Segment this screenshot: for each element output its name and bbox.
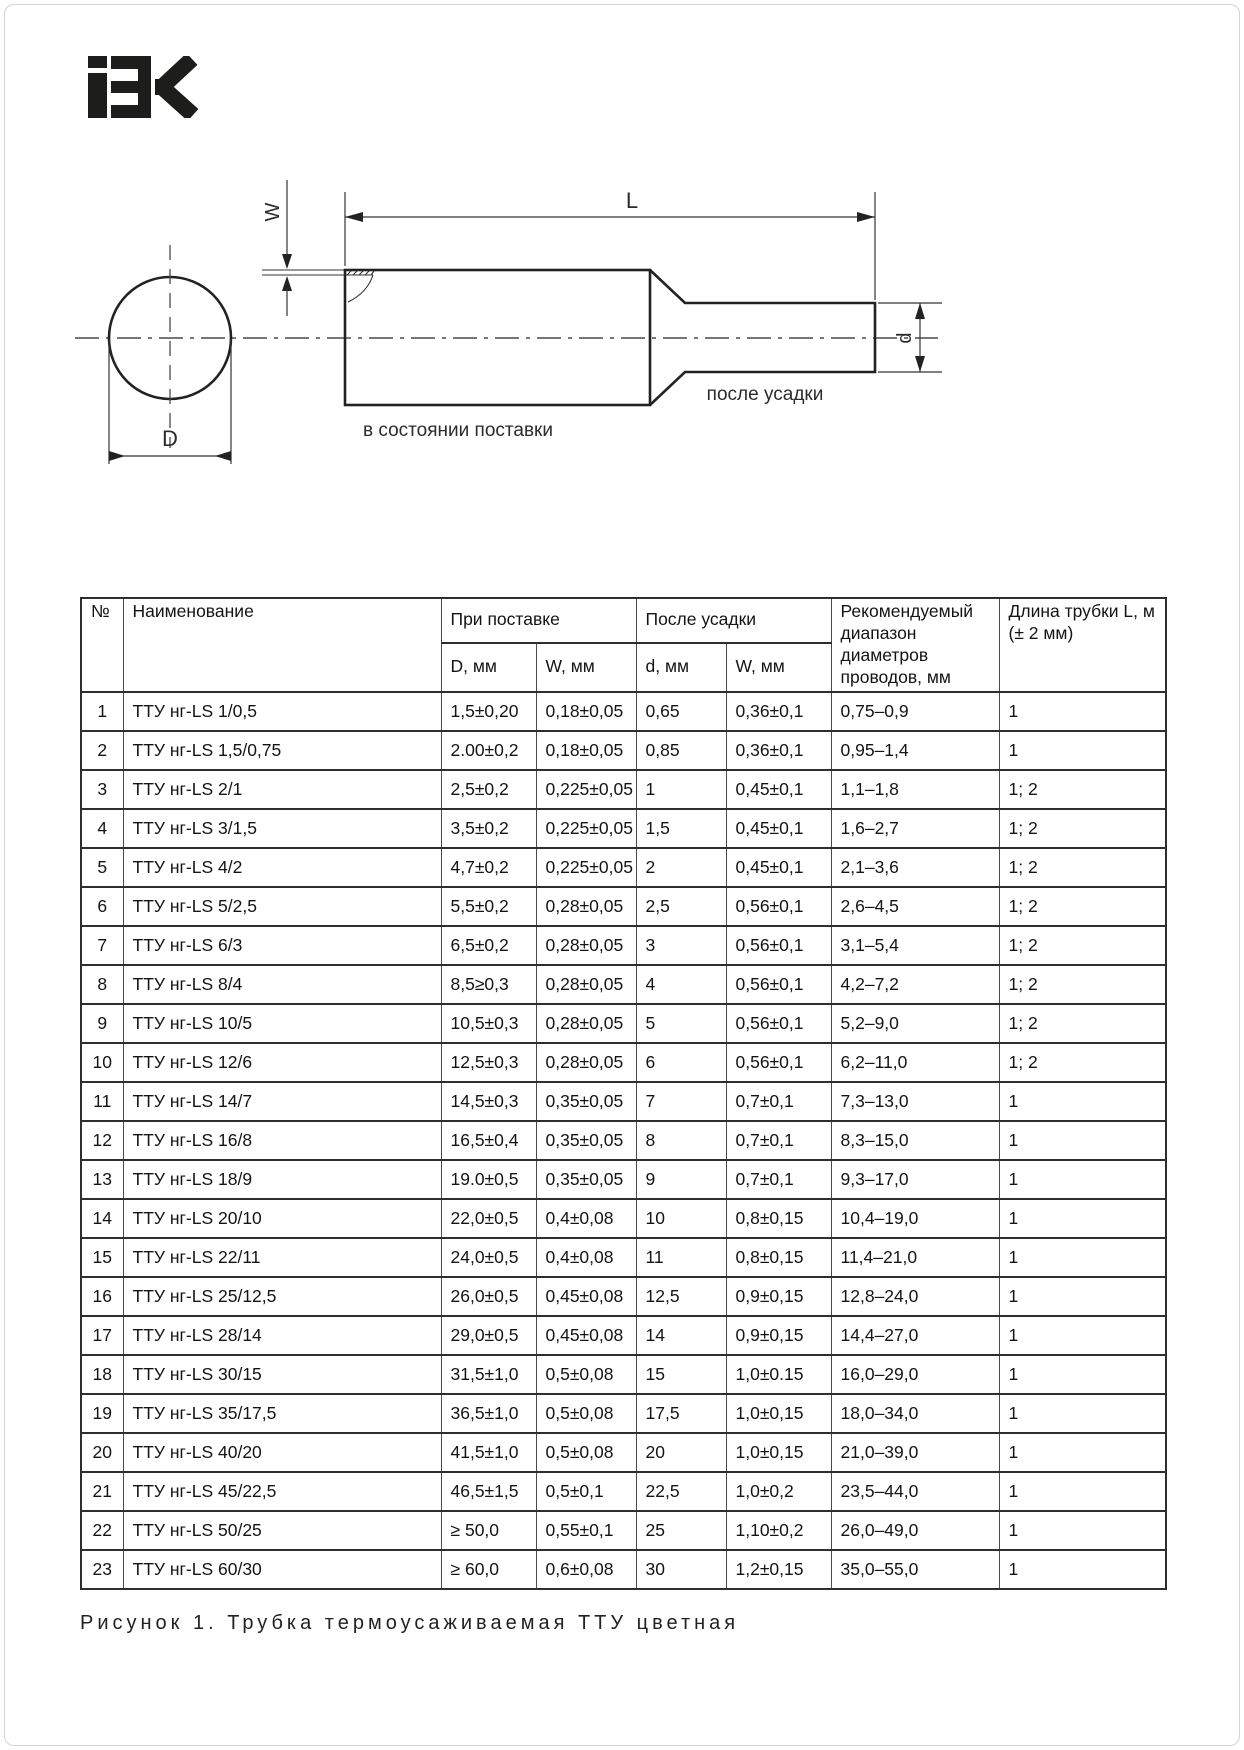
table-cell: 6 <box>636 1043 726 1082</box>
table-cell: 8 <box>636 1121 726 1160</box>
header-d-mm: d, мм <box>636 643 726 692</box>
table-cell: 1 <box>81 692 123 731</box>
header-group-delivery: При поставке <box>441 598 636 643</box>
table-row <box>81 926 1166 965</box>
table-cell: 14,4–27,0 <box>831 1316 999 1355</box>
table-cell: 0,225±0,05 <box>536 848 636 887</box>
table-cell: 1 <box>999 1121 1166 1160</box>
table-cell: 8,3–15,0 <box>831 1121 999 1160</box>
table-cell: 0,28±0,05 <box>536 1043 636 1082</box>
table-cell: 19.0±0,5 <box>441 1160 536 1199</box>
table-row <box>81 848 1166 887</box>
table-row <box>81 1160 1166 1199</box>
table-cell: ТТУ нг-LS 6/3 <box>123 926 441 965</box>
table-cell: 0,45±0,08 <box>536 1316 636 1355</box>
table-cell: 1 <box>999 1511 1166 1550</box>
table-cell: 10 <box>81 1043 123 1082</box>
table-cell: 1; 2 <box>999 809 1166 848</box>
table-cell: 0,5±0,08 <box>536 1355 636 1394</box>
table-cell: 3,1–5,4 <box>831 926 999 965</box>
table-cell: 0,95–1,4 <box>831 731 999 770</box>
iek-logo <box>88 56 200 118</box>
table-cell: 5 <box>81 848 123 887</box>
table-row <box>81 1355 1166 1394</box>
table-cell: 18 <box>81 1355 123 1394</box>
table-cell: 1,5±0,20 <box>441 692 536 731</box>
table-cell: 1; 2 <box>999 965 1166 1004</box>
table-cell: 2 <box>81 731 123 770</box>
table-cell: 1 <box>999 1082 1166 1121</box>
table-cell: 1 <box>999 1316 1166 1355</box>
table-cell: 14 <box>636 1316 726 1355</box>
table-row <box>81 1394 1166 1433</box>
dimension-W <box>282 180 292 316</box>
table-cell: 14 <box>81 1199 123 1238</box>
table-row <box>81 1121 1166 1160</box>
table-cell: 1; 2 <box>999 770 1166 809</box>
table-cell: 0,7±0,1 <box>726 1160 831 1199</box>
table-row <box>81 1316 1166 1355</box>
table-cell: 1 <box>636 770 726 809</box>
table-cell: 2,5 <box>636 887 726 926</box>
table-cell: 1,0±0.15 <box>726 1355 831 1394</box>
table-cell: 16,0–29,0 <box>831 1355 999 1394</box>
table-cell: 0,28±0,05 <box>536 926 636 965</box>
table-cell: ТТУ нг-LS 2/1 <box>123 770 441 809</box>
table-cell: 7 <box>81 926 123 965</box>
table-cell: ТТУ нг-LS 25/12,5 <box>123 1277 441 1316</box>
table-row <box>81 1199 1166 1238</box>
header-D-mm: D, мм <box>441 643 536 692</box>
table-cell: 17,5 <box>636 1394 726 1433</box>
table-row <box>81 887 1166 926</box>
table-cell: 26,0±0,5 <box>441 1277 536 1316</box>
table-cell: 20 <box>81 1433 123 1472</box>
table-cell: 1; 2 <box>999 926 1166 965</box>
tube-wall <box>262 270 374 302</box>
table-cell: 1 <box>999 1355 1166 1394</box>
table-cell: 0,8±0,15 <box>726 1199 831 1238</box>
table-cell: 1 <box>999 731 1166 770</box>
table-cell: 9 <box>81 1004 123 1043</box>
table-cell: 2,5±0,2 <box>441 770 536 809</box>
label-L: L <box>625 188 639 213</box>
table-row <box>81 770 1166 809</box>
table-cell: 25 <box>636 1511 726 1550</box>
table-cell: 29,0±0,5 <box>441 1316 536 1355</box>
table-cell: 0,35±0,05 <box>536 1082 636 1121</box>
table-cell: 7 <box>636 1082 726 1121</box>
table-cell: 6 <box>81 887 123 926</box>
label-D: D <box>162 426 178 451</box>
table-cell: ТТУ нг-LS 50/25 <box>123 1511 441 1550</box>
table-cell: ТТУ нг-LS 12/6 <box>123 1043 441 1082</box>
table-cell: 0,225±0,05 <box>536 809 636 848</box>
table-cell: 0,75–0,9 <box>831 692 999 731</box>
header-W-mm-shrink: W, мм <box>726 643 831 692</box>
figure-caption: Рисунок 1. Трубка термоусаживаемая ТТУ цветная <box>80 1612 740 1634</box>
table-cell: ТТУ нг-LS 3/1,5 <box>123 809 441 848</box>
table-cell: 1,5 <box>636 809 726 848</box>
table-row <box>81 809 1166 848</box>
header-range: Рекомендуемый диапазон диаметров проводов, мм <box>831 598 999 692</box>
table-cell: 0,18±0,05 <box>536 692 636 731</box>
table-cell: 0,28±0,05 <box>536 1004 636 1043</box>
table-cell: 0,9±0,15 <box>726 1316 831 1355</box>
table-cell: 0,35±0,05 <box>536 1160 636 1199</box>
table-cell: 15 <box>636 1355 726 1394</box>
table-cell: 1 <box>999 1433 1166 1472</box>
table-cell: 0,8±0,15 <box>726 1238 831 1277</box>
table-cell: 0,56±0,1 <box>726 1043 831 1082</box>
table-cell: 0,18±0,05 <box>536 731 636 770</box>
table-row <box>81 1472 1166 1511</box>
table-cell: 1 <box>999 1238 1166 1277</box>
table-cell: 0,35±0,05 <box>536 1121 636 1160</box>
table-cell: 13 <box>81 1160 123 1199</box>
table-cell: 12,8–24,0 <box>831 1277 999 1316</box>
table-cell: ТТУ нг-LS 18/9 <box>123 1160 441 1199</box>
table-cell: 0,5±0,1 <box>536 1472 636 1511</box>
table-cell: 0,7±0,1 <box>726 1121 831 1160</box>
table-cell: 14,5±0,3 <box>441 1082 536 1121</box>
table-cell: ТТУ нг-LS 1,5/0,75 <box>123 731 441 770</box>
header-group-shrink: После усадки <box>636 598 831 643</box>
table-cell: 0,5±0,08 <box>536 1394 636 1433</box>
table-cell: 1 <box>999 1160 1166 1199</box>
table-cell: 12 <box>81 1121 123 1160</box>
table-cell: 1 <box>999 1199 1166 1238</box>
table-cell: ТТУ нг-LS 1/0,5 <box>123 692 441 731</box>
table-cell: 0,56±0,1 <box>726 887 831 926</box>
table-cell: 1,0±0,15 <box>726 1394 831 1433</box>
table-cell: 1 <box>999 692 1166 731</box>
table-cell: ТТУ нг-LS 10/5 <box>123 1004 441 1043</box>
table-cell: 21 <box>81 1472 123 1511</box>
table-cell: 36,5±1,0 <box>441 1394 536 1433</box>
table-cell: 17 <box>81 1316 123 1355</box>
label-delivery-state: в состоянии поставки <box>363 420 553 441</box>
table-cell: 20 <box>636 1433 726 1472</box>
table-cell: 0,45±0,1 <box>726 848 831 887</box>
table-row <box>81 1511 1166 1550</box>
table-cell: 1,1–1,8 <box>831 770 999 809</box>
table-cell: 1 <box>999 1277 1166 1316</box>
table-cell: 22 <box>81 1511 123 1550</box>
table-cell: 1; 2 <box>999 887 1166 926</box>
table-row <box>81 1238 1166 1277</box>
table-cell: 23,5–44,0 <box>831 1472 999 1511</box>
table-cell: 10 <box>636 1199 726 1238</box>
table-cell: 0,28±0,05 <box>536 887 636 926</box>
header-W-mm-delivery: W, мм <box>536 643 636 692</box>
table-cell: 0,5±0,08 <box>536 1433 636 1472</box>
table-cell: 0,45±0,1 <box>726 809 831 848</box>
table-cell: 0,4±0,08 <box>536 1199 636 1238</box>
table-row <box>81 1277 1166 1316</box>
table-cell: 26,0–49,0 <box>831 1511 999 1550</box>
table-cell: 1; 2 <box>999 848 1166 887</box>
iek-logo-icon <box>88 56 200 118</box>
table-cell: 5,2–9,0 <box>831 1004 999 1043</box>
table-cell: 11,4–21,0 <box>831 1238 999 1277</box>
table-cell: 0,36±0,1 <box>726 692 831 731</box>
table-cell: 0,85 <box>636 731 726 770</box>
table-cell: ТТУ нг-LS 4/2 <box>123 848 441 887</box>
table-cell: ТТУ нг-LS 20/10 <box>123 1199 441 1238</box>
table-cell: 0,45±0,1 <box>726 770 831 809</box>
table-cell: 4 <box>636 965 726 1004</box>
table-cell: 22,0±0,5 <box>441 1199 536 1238</box>
table-cell: 4,2–7,2 <box>831 965 999 1004</box>
table-cell: 0,65 <box>636 692 726 731</box>
table-cell: 1 <box>999 1472 1166 1511</box>
table-row <box>81 1004 1166 1043</box>
table-cell: 16,5±0,4 <box>441 1121 536 1160</box>
table-cell: 23 <box>81 1550 123 1589</box>
table-cell: 8,5≥0,3 <box>441 965 536 1004</box>
table-cell: 1; 2 <box>999 1004 1166 1043</box>
table-cell: 16 <box>81 1277 123 1316</box>
table-cell: 35,0–55,0 <box>831 1550 999 1589</box>
table-cell: 2.00±0,2 <box>441 731 536 770</box>
table-cell: ТТУ нг-LS 30/15 <box>123 1355 441 1394</box>
table-cell: 6,2–11,0 <box>831 1043 999 1082</box>
table-cell: 10,4–19,0 <box>831 1199 999 1238</box>
table-cell: 0,56±0,1 <box>726 965 831 1004</box>
table-cell: 2 <box>636 848 726 887</box>
table-cell: 0,55±0,1 <box>536 1511 636 1550</box>
table-cell: 8 <box>81 965 123 1004</box>
table-cell: 4 <box>81 809 123 848</box>
table-row <box>81 731 1166 770</box>
table-cell: 1; 2 <box>999 1043 1166 1082</box>
table-cell: 2,6–4,5 <box>831 887 999 926</box>
table-cell: 6,5±0,2 <box>441 926 536 965</box>
table-row <box>81 965 1166 1004</box>
table-cell: ТТУ нг-LS 5/2,5 <box>123 887 441 926</box>
table-cell: 30 <box>636 1550 726 1589</box>
table-cell: 1,2±0,15 <box>726 1550 831 1589</box>
table-cell: 15 <box>81 1238 123 1277</box>
table-cell: ТТУ нг-LS 28/14 <box>123 1316 441 1355</box>
table-cell: 1 <box>999 1394 1166 1433</box>
table-cell: 0,7±0,1 <box>726 1082 831 1121</box>
table-cell: 0,4±0,08 <box>536 1238 636 1277</box>
table-cell: 5 <box>636 1004 726 1043</box>
table-cell: 9 <box>636 1160 726 1199</box>
table-cell: 10,5±0,3 <box>441 1004 536 1043</box>
table-cell: 3 <box>636 926 726 965</box>
table-cell: 12,5 <box>636 1277 726 1316</box>
table-cell: ≥ 60,0 <box>441 1550 536 1589</box>
table-cell: 0,9±0,15 <box>726 1277 831 1316</box>
table-cell: 41,5±1,0 <box>441 1433 536 1472</box>
table-cell: 4,7±0,2 <box>441 848 536 887</box>
table-cell: 0,28±0,05 <box>536 965 636 1004</box>
header-name: Наименование <box>123 598 441 692</box>
label-after-shrink: после усадки <box>706 384 824 405</box>
table-cell: 0,45±0,08 <box>536 1277 636 1316</box>
table-cell: 5,5±0,2 <box>441 887 536 926</box>
table-cell: 18,0–34,0 <box>831 1394 999 1433</box>
table-cell: ТТУ нг-LS 60/30 <box>123 1550 441 1589</box>
table-row <box>81 1550 1166 1589</box>
table-row <box>81 1082 1166 1121</box>
table-cell: 2,1–3,6 <box>831 848 999 887</box>
table-cell: 3 <box>81 770 123 809</box>
table-cell: 11 <box>81 1082 123 1121</box>
table-cell: 0,6±0,08 <box>536 1550 636 1589</box>
table-cell: ТТУ нг-LS 45/22,5 <box>123 1472 441 1511</box>
table-row <box>81 1433 1166 1472</box>
table-cell: 46,5±1,5 <box>441 1472 536 1511</box>
label-d: d <box>894 332 916 344</box>
table-cell: 1,6–2,7 <box>831 809 999 848</box>
table-row <box>81 1043 1166 1082</box>
table-cell: 12,5±0,3 <box>441 1043 536 1082</box>
table-cell: 1,0±0,15 <box>726 1433 831 1472</box>
table-cell: 1 <box>999 1550 1166 1589</box>
table-cell: 1,0±0,2 <box>726 1472 831 1511</box>
table-cell: ТТУ нг-LS 14/7 <box>123 1082 441 1121</box>
spec-table <box>80 597 1167 1590</box>
table-cell: 9,3–17,0 <box>831 1160 999 1199</box>
table-row <box>81 692 1166 731</box>
table-cell: ТТУ нг-LS 8/4 <box>123 965 441 1004</box>
table-cell: ТТУ нг-LS 16/8 <box>123 1121 441 1160</box>
table-cell: 31,5±1,0 <box>441 1355 536 1394</box>
table-cell: 0,56±0,1 <box>726 926 831 965</box>
table-cell: ≥ 50,0 <box>441 1511 536 1550</box>
table-cell: 0,36±0,1 <box>726 731 831 770</box>
table-cell: ТТУ нг-LS 22/11 <box>123 1238 441 1277</box>
table-cell: ТТУ нг-LS 35/17,5 <box>123 1394 441 1433</box>
header-num: № <box>81 598 123 692</box>
table-cell: 22,5 <box>636 1472 726 1511</box>
header-length: Длина трубки L, м (± 2 мм) <box>999 598 1166 692</box>
technical-drawing <box>60 150 950 480</box>
table-cell: 11 <box>636 1238 726 1277</box>
table-cell: 1,10±0,2 <box>726 1511 831 1550</box>
table-cell: 24,0±0,5 <box>441 1238 536 1277</box>
table-cell: 0,225±0,05 <box>536 770 636 809</box>
label-W: W <box>262 202 284 222</box>
table-cell: 0,56±0,1 <box>726 1004 831 1043</box>
dimension-L <box>345 192 875 300</box>
table-cell: 3,5±0,2 <box>441 809 536 848</box>
table-cell: 19 <box>81 1394 123 1433</box>
table-cell: ТТУ нг-LS 40/20 <box>123 1433 441 1472</box>
table-cell: 7,3–13,0 <box>831 1082 999 1121</box>
table-cell: 21,0–39,0 <box>831 1433 999 1472</box>
